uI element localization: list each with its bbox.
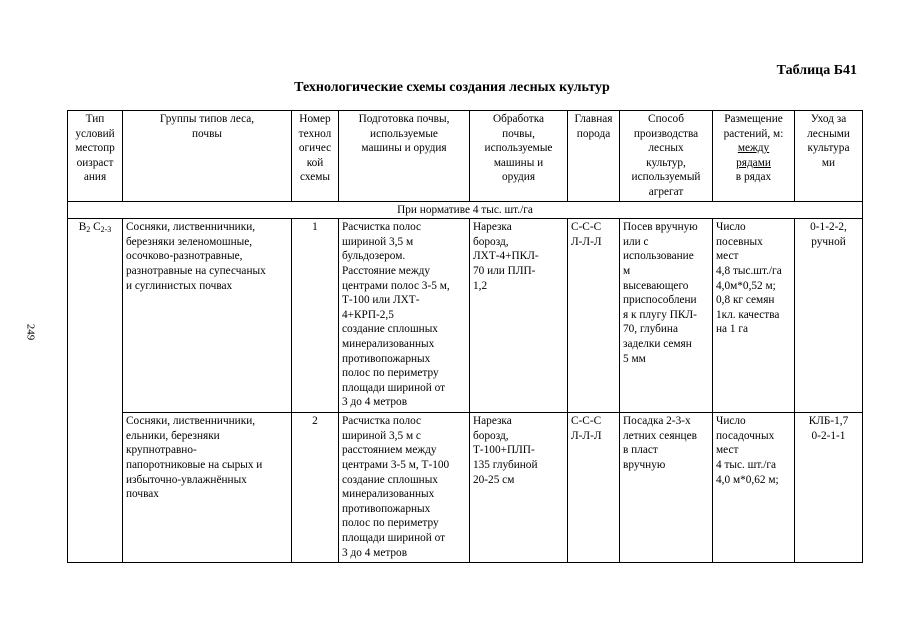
cell-line: Расстояние между (342, 264, 431, 277)
cell-line: Сосняки, лиственничники, (126, 415, 256, 428)
cell-line: Число (716, 415, 746, 428)
header-soil-preparation (339, 111, 470, 202)
header-forest-groups (123, 111, 292, 202)
scheme-number-cell: 1 (292, 219, 339, 413)
cell-line: Расчистка полос (342, 221, 422, 234)
cell-line: я к плугу ПКЛ- (623, 308, 697, 321)
cell-line: культура (807, 142, 850, 155)
cell-line: площади шириной от (342, 381, 446, 394)
cell-line: вручную (623, 458, 666, 471)
header-row (68, 111, 863, 202)
cell-line: 4,8 тыс.шт./га (716, 264, 782, 277)
cell-line: Л-Л-Л (571, 429, 602, 442)
cell-line: 4,0 м*0,62 м; (716, 473, 779, 486)
cell-line: и суглинистых почвах (126, 279, 233, 292)
cell-line: порода (576, 127, 611, 140)
cell-line: мест (716, 444, 739, 457)
cell-line: папоротниковые на сырых и (126, 458, 263, 471)
cell-line: противопожарных (342, 502, 431, 515)
cell-line: создание сплошных (342, 473, 438, 486)
cell-line: Л-Л-Л (571, 235, 602, 248)
cell-line: растений, м: (723, 127, 784, 140)
cell-line: полос по периметру (342, 517, 439, 530)
cell-line: 70 или ПЛП- (473, 264, 536, 277)
cell-line: березняки зеленомошные, (126, 235, 253, 248)
cell-line: Число (716, 221, 746, 234)
cell-line: противопожарных (342, 352, 431, 365)
cell-line: Обработка (492, 113, 545, 125)
cell-line: лесными (807, 127, 850, 140)
cell-line: минерализованных (342, 337, 435, 350)
cell-line: огичес (298, 142, 332, 155)
cell-line: мест (716, 250, 739, 263)
cell-line: посадочных (716, 429, 775, 442)
cell-line: посевных (716, 235, 763, 248)
cell-line: ельники, березняки (126, 429, 220, 442)
cell-line: Т-100 или ЛХТ- (342, 294, 420, 307)
cell-line: почвы, (502, 127, 535, 140)
cell-line: в рядах (735, 171, 772, 184)
cell-line: Способ (648, 113, 684, 125)
cell-line: полос по периметру (342, 367, 439, 380)
cell-line: в пласт (623, 444, 658, 457)
cell-line: рядами (736, 156, 771, 169)
cell-line: бульдозером. (342, 250, 406, 263)
section-row (68, 201, 863, 219)
plant-placement-cell (713, 219, 795, 413)
cell-line: шириной 3,5 м с (342, 429, 421, 442)
cell-line: создание сплошных (342, 323, 438, 336)
cell-line: борозд, (473, 235, 509, 248)
care-cell (795, 413, 863, 563)
cell-line: на 1 га (716, 323, 749, 336)
cell-line: почвы (191, 127, 222, 140)
table-row (68, 413, 863, 563)
main-species-cell (568, 219, 620, 413)
cell-line: 3 до 4 метров (342, 546, 408, 559)
plant-placement-cell (713, 413, 795, 563)
cell-line: условий (75, 127, 115, 140)
soil-treatment-cell (470, 413, 568, 563)
soil-preparation-cell (339, 413, 470, 563)
cell-line: 0,8 кг семян (716, 294, 775, 307)
cell-line: 0-2-1-1 (811, 429, 846, 442)
cell-line: используемый (631, 171, 701, 184)
cell-line: лесных (648, 142, 684, 155)
main-species-cell (568, 413, 620, 563)
cell-line: производства (633, 127, 699, 140)
cell-line: площади шириной от (342, 531, 446, 544)
cell-line: Нарезка (473, 415, 512, 428)
forest-groups-cell (123, 413, 292, 563)
cell-line: крупнотравно- (126, 444, 197, 457)
cell-line: избыточно-увлажнённых (126, 473, 247, 486)
cell-line: ми (821, 156, 836, 169)
page-number: 249 (24, 323, 37, 341)
header-production-method (620, 111, 713, 202)
cell-line: 3 до 4 метров (342, 396, 408, 409)
cell-line: 0-1-2-2, (810, 221, 847, 234)
cell-line: 1,2 (473, 279, 488, 292)
production-method-cell (620, 219, 713, 413)
scheme-number-cell: 2 (292, 413, 339, 563)
cell-line: 5 мм (623, 352, 646, 365)
table-label: Таблица Б41 (776, 63, 857, 78)
cell-line: Т-100+ПЛП- (473, 444, 535, 457)
cell-line: Уход за (810, 113, 847, 125)
cell-line: шириной 3,5 м (342, 235, 414, 248)
cell-line: машины и (493, 156, 544, 169)
cell-line: С-С-С (571, 415, 602, 428)
cell-line: орудия (501, 171, 536, 184)
table-title: Технологические схемы создания лесных культур (294, 80, 610, 95)
cell-line: Посев вручную (623, 221, 698, 234)
soil-preparation-cell (339, 219, 470, 413)
cell-line: ания (83, 171, 107, 184)
cell-line: схемы (300, 171, 330, 184)
header-care (795, 111, 863, 202)
care-cell (795, 219, 863, 413)
header-site-type (68, 111, 123, 202)
cell-line: 135 глубиной (473, 458, 538, 471)
cell-line: Подготовка почвы, (358, 113, 450, 125)
cell-line: центрами 3-5 м, Т-100 (342, 458, 450, 471)
cell-line: Сосняки, лиственничники, (126, 221, 256, 234)
cell-line: машины и орудия (361, 142, 447, 155)
cell-line: минерализованных (342, 488, 435, 501)
cell-line: 20-25 см (473, 473, 515, 486)
section-heading: При нормативе 4 тыс. шт./га (68, 201, 863, 219)
cell-line: между (737, 142, 770, 155)
cell-line: Номер (299, 113, 331, 125)
cell-line: культур, (646, 156, 686, 169)
cell-line: 4+КРП-2,5 (342, 308, 394, 321)
cell-line: расстоянием между (342, 444, 437, 457)
cell-line: оизраст (76, 156, 114, 169)
cell-line: 4,0м*0,52 м; (716, 279, 776, 292)
soil-treatment-cell (470, 219, 568, 413)
table-row (68, 219, 863, 413)
cell-line: 70, глубина (623, 323, 678, 336)
cell-line: Посадка 2-3-х (623, 415, 691, 428)
cell-line: борозд, (473, 429, 509, 442)
cell-line: разнотравные на супесчаных (126, 264, 266, 277)
cell-line: летних сеянцев (623, 429, 697, 442)
site-type-cell: $B_2$ $C_{2-3}$ (68, 219, 123, 563)
cell-line: агрегат (648, 185, 684, 198)
cell-line: использование (623, 250, 694, 263)
cell-line: приспособлени (623, 294, 697, 307)
header-scheme-number (292, 111, 339, 202)
header-soil-treatment (470, 111, 568, 202)
cell-line: Расчистка полос (342, 415, 422, 428)
cell-line: Размещение (724, 113, 783, 125)
header-plant-placement (713, 111, 795, 202)
cell-line: кой (306, 156, 324, 169)
cell-line: С-С-С (571, 221, 602, 234)
forest-groups-cell (123, 219, 292, 413)
cell-line: м (623, 264, 631, 277)
cell-line: Группы типов леса, (159, 113, 255, 125)
cell-line: ЛХТ-4+ПКЛ- (473, 250, 539, 263)
cell-line: технол (298, 127, 332, 140)
cell-line: заделки семян (623, 337, 692, 350)
cell-line: или с (623, 235, 649, 248)
cell-line: высевающего (623, 279, 689, 292)
cell-line: ручной (811, 235, 846, 248)
cell-line: 4 тыс. шт./га (716, 458, 777, 471)
cell-line: 1кл. качества (716, 308, 780, 321)
cell-line: используемые (484, 142, 553, 155)
cell-line: КЛБ-1,7 (808, 415, 849, 428)
forest-culture-table (67, 110, 863, 563)
header-main-species (568, 111, 620, 202)
cell-line: Главная (574, 113, 613, 125)
cell-line: используемые (370, 127, 438, 140)
cell-line: местопр (75, 142, 115, 155)
production-method-cell (620, 413, 713, 563)
cell-line: Тип (85, 113, 105, 125)
cell-line: почвах (126, 488, 159, 501)
cell-line: центрами полос 3-5 м, (342, 279, 450, 292)
cell-line: осочково-разнотравные, (126, 250, 243, 263)
cell-line: Нарезка (473, 221, 512, 234)
